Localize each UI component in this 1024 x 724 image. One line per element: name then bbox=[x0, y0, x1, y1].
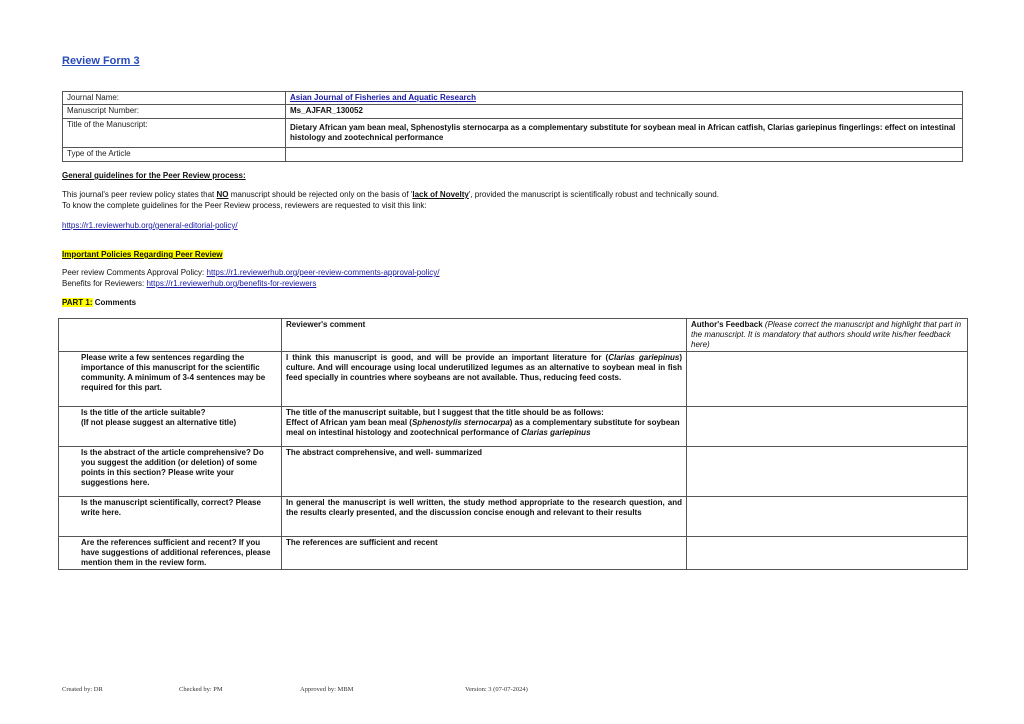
editorial-policy-link[interactable]: https://r1.reviewerhub.org/general-editorial-policy/ bbox=[62, 221, 238, 230]
approval-label: Peer review Comments Approval Policy: bbox=[62, 268, 207, 277]
text: I think this manuscript is good, and will be provide an important literature for ( bbox=[286, 353, 609, 362]
lack-of-novelty: lack of Novelty bbox=[412, 190, 469, 199]
guidelines-heading: General guidelines for the Peer Review process: bbox=[62, 171, 246, 180]
guidelines-paragraph bbox=[62, 190, 719, 199]
author-feedback-header bbox=[687, 319, 968, 352]
reviewer-comment: In general the manuscript is well written, the study method appropriate to the research question, and the results clearly presented, and the discussion concise enough and relevant to their results bbox=[282, 497, 687, 537]
table-row bbox=[59, 497, 968, 537]
part1-label: PART 1: bbox=[62, 298, 93, 307]
footer-created: Created by: DR bbox=[62, 686, 103, 693]
journal-label: Journal Name: bbox=[63, 92, 286, 105]
reviewer-comment-header: Reviewer's comment bbox=[282, 319, 687, 352]
question: Is the abstract of the article comprehensive? Do you suggest the addition (or deletion) of some points in this section? Please write your suggestions here. bbox=[59, 447, 282, 497]
reviewer-comment bbox=[282, 407, 687, 447]
question: Is the manuscript scientifically, correct? Please write here. bbox=[59, 497, 282, 537]
manuscript-number: Ms_AJFAR_130052 bbox=[286, 105, 963, 119]
article-type-label: Type of the Article bbox=[63, 148, 286, 162]
author-feedback-cell[interactable] bbox=[687, 447, 968, 497]
author-feedback-note: (Please correct the manuscript and highlight that part in the manuscript. It is mandatory that authors should write his/her feedback here) bbox=[691, 320, 962, 349]
species-name: Clarias gariepinus bbox=[521, 428, 591, 437]
benefits-label: Benefits for Reviewers: bbox=[62, 279, 147, 288]
reviewer-comment bbox=[282, 352, 687, 407]
manuscript-title: Dietary African yam bean meal, Sphenostylis sternocarpa as a complementary substitute for soybean meal in African catfish, Clarias gariepinus fingerlings: effect on intestinal histology and zootechnical performance bbox=[286, 119, 963, 148]
question: Is the title of the article suitable? (If not please suggest an alternative title) bbox=[59, 407, 282, 447]
manuscript-title-label: Title of the Manuscript: bbox=[63, 119, 286, 148]
text: Effect of African yam bean meal ( bbox=[286, 418, 412, 427]
comments-table bbox=[58, 318, 968, 570]
journal-link[interactable]: Asian Journal of Fisheries and Aquatic Research bbox=[290, 93, 476, 102]
text: ) culture. And will encourage using local underutilized legumes as an alternative to soybean meal in fish feed specially in countries where soybeans are not available. Thus, reducing feed costs. bbox=[286, 353, 682, 382]
author-feedback-cell[interactable] bbox=[687, 352, 968, 407]
author-feedback-cell[interactable] bbox=[687, 537, 968, 570]
part1-title: Comments bbox=[92, 298, 137, 307]
species-name: Clarias gariepinus bbox=[608, 353, 680, 362]
table-row bbox=[59, 537, 968, 570]
text: ', provided the manuscript is scientifically robust and technically sound. bbox=[468, 190, 719, 199]
species-name: Sphenostylis sternocarpa bbox=[411, 418, 510, 427]
author-feedback-label: Author's Feedback bbox=[691, 320, 763, 329]
manuscript-number-label: Manuscript Number: bbox=[63, 105, 286, 119]
footer-version: Version: 3 (07-07-2024) bbox=[465, 686, 528, 693]
table-row bbox=[59, 447, 968, 497]
part1-heading bbox=[62, 298, 136, 307]
manuscript-info-table bbox=[62, 91, 963, 162]
question: Are the references sufficient and recent? If you have suggestions of additional references, please mention them in the review form. bbox=[59, 537, 282, 570]
author-feedback-cell[interactable] bbox=[687, 407, 968, 447]
text: The title of the manuscript suitable, but I suggest that the title should be as follows: bbox=[286, 408, 604, 417]
empty-header bbox=[59, 319, 282, 352]
no-emphasis: NO bbox=[216, 190, 229, 199]
footer-approved: Approved by: MBM bbox=[300, 686, 354, 693]
policies-heading: Important Policies Regarding Peer Review bbox=[62, 250, 223, 259]
article-type-value bbox=[286, 148, 963, 162]
footer-checked: Checked by: PM bbox=[179, 686, 223, 693]
text: ) as a complementary substitute for soybean meal on intestinal histology and zootechnical performance of bbox=[286, 418, 680, 437]
question: Please write a few sentences regarding the importance of this manuscript for the scientific community. A minimum of 3-4 sentences may be required for this part. bbox=[59, 352, 282, 407]
table-row bbox=[59, 352, 968, 407]
guidelines-paragraph-2: To know the complete guidelines for the Peer Review process, reviewers are requested to visit this link: bbox=[62, 201, 427, 210]
text: This journal's peer review policy states that bbox=[62, 190, 217, 199]
text: manuscript should be rejected only on the basis of ' bbox=[228, 190, 413, 199]
benefits-line bbox=[62, 279, 316, 288]
approval-policy-link[interactable]: https://r1.reviewerhub.org/peer-review-comments-approval-policy/ bbox=[206, 268, 440, 277]
table-row bbox=[59, 407, 968, 447]
benefits-link[interactable]: https://r1.reviewerhub.org/benefits-for-reviewers bbox=[146, 279, 317, 288]
reviewer-comment: The references are sufficient and recent bbox=[282, 537, 687, 570]
approval-policy-line bbox=[62, 268, 439, 277]
reviewer-comment: The abstract comprehensive, and well- summarized bbox=[282, 447, 687, 497]
author-feedback-cell[interactable] bbox=[687, 497, 968, 537]
page-title: Review Form 3 bbox=[62, 55, 140, 67]
